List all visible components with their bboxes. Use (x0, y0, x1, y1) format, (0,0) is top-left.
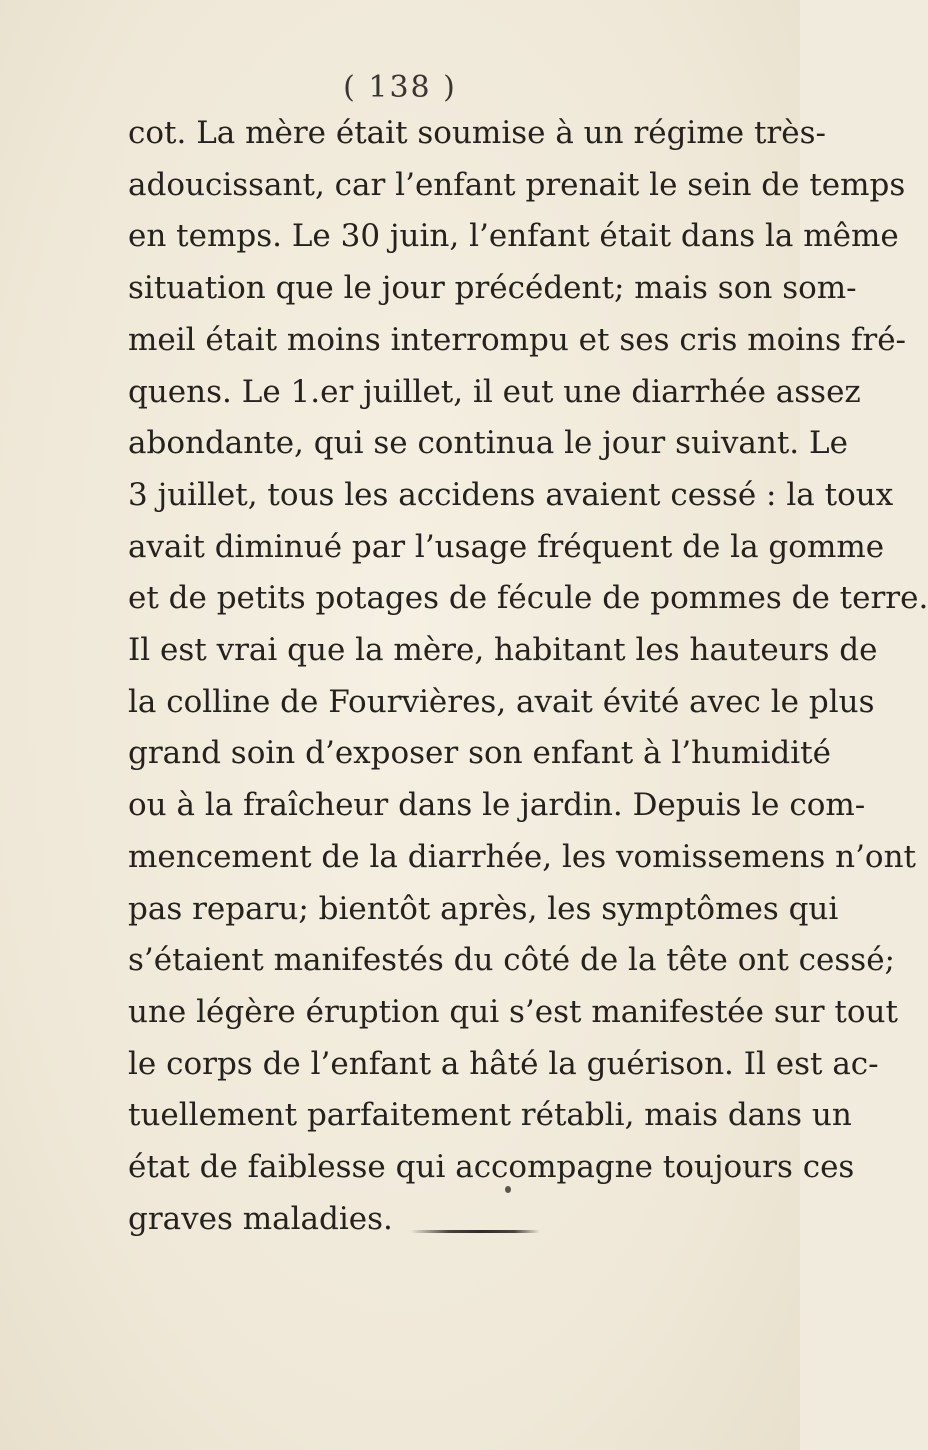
text-line: état de faiblesse qui accompagne toujours ces (128, 1149, 855, 1186)
text-line: meil était moins interrompu et ses cris moins fré- (128, 321, 907, 358)
text-line: mencement de la diarrhée, les vomissemens n’ont (128, 838, 917, 875)
text-line: grand soin d’exposer son enfant à l’humidité (128, 735, 831, 772)
text-line: 3 juillet, tous les accidens avaient cessé : la toux (128, 476, 894, 513)
text-line: tuellement parfaitement rétabli, mais dans un (128, 1097, 852, 1134)
text-line: ou à la fraîcheur dans le jardin. Depuis le com- (128, 787, 866, 824)
section-end-rule (410, 1230, 540, 1233)
text-line: cot. La mère était soumise à un régime très- (128, 115, 826, 151)
ink-spot (505, 1186, 511, 1193)
text-line: situation que le jour précédent; mais son som- (128, 270, 857, 307)
page-number-header: ( 138 ) (343, 70, 457, 105)
text-line: la colline de Fourvières, avait évité avec le plus (128, 683, 875, 720)
body-paragraph (128, 108, 928, 1245)
text-line-last: graves maladies. (128, 1200, 393, 1237)
text-line: une légère éruption qui s’est manifestée sur tout (128, 993, 898, 1030)
text-line: pas reparu; bientôt après, les symptômes qui (128, 890, 839, 927)
text-line: en temps. Le 30 juin, l’enfant était dans la même (128, 218, 899, 255)
text-line: Il est vrai que la mère, habitant les hauteurs de (128, 632, 878, 669)
text-line: et de petits potages de fécule de pommes de terre. (128, 580, 928, 617)
text-line: s’étaient manifestés du côté de la tête ont cessé; (128, 942, 895, 979)
text-line: quens. Le 1.er juillet, il eut une diarrhée assez (128, 373, 861, 410)
text-line: abondante, qui se continua le jour suivant. Le (128, 425, 848, 462)
text-line: adoucissant, car l’enfant prenait le sein de temps (128, 166, 906, 203)
text-line: avait diminué par l’usage fréquent de la gomme (128, 528, 885, 565)
text-line: le corps de l’enfant a hâté la guérison. Il est ac- (128, 1045, 879, 1082)
